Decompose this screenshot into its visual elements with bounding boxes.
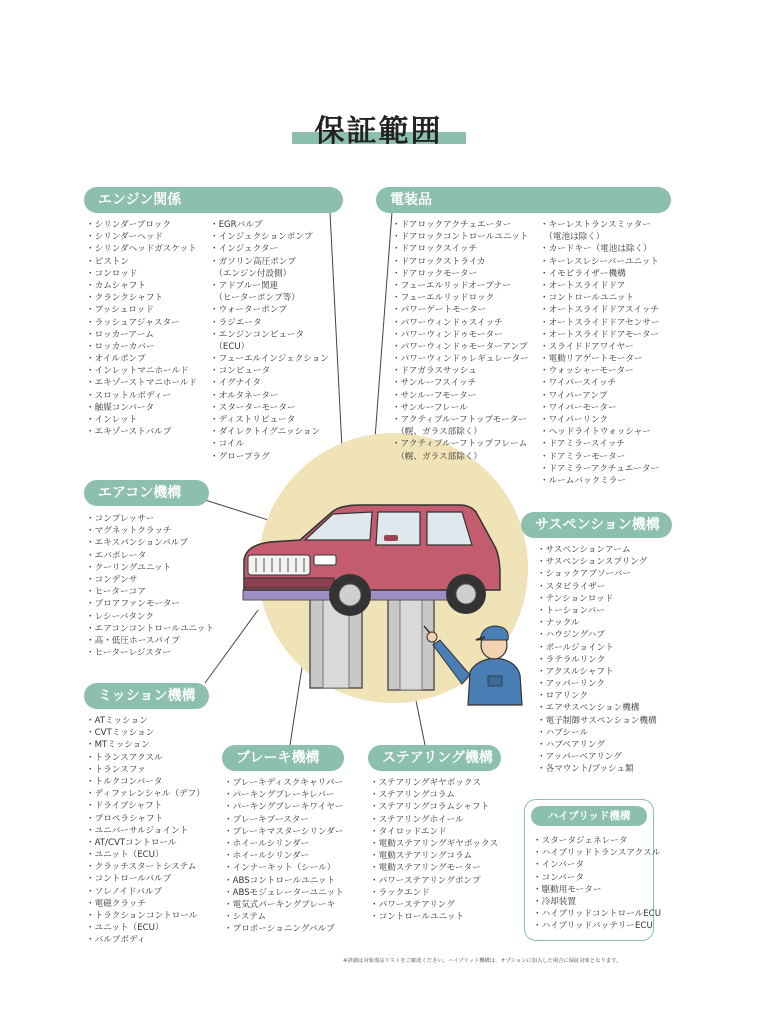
section-engine-header bbox=[84, 187, 343, 213]
list-item: ・ラジエータ bbox=[210, 317, 262, 328]
list-item: ・ナックル bbox=[537, 618, 580, 629]
list-item: ・ウォーターポンプ bbox=[210, 305, 288, 316]
list-item: ・プロポーショニングバルブ bbox=[224, 924, 335, 935]
list-item: ・ドライブシャフト bbox=[86, 801, 163, 812]
list-item: ・サスペンションアーム bbox=[537, 545, 631, 555]
page-title: 保証範囲 bbox=[314, 114, 443, 149]
list-item: ・コンプレッサー bbox=[86, 514, 155, 524]
list-item: ・ガソリン高圧ポンプ bbox=[210, 256, 296, 267]
list-item: ・ヘッドライトウォッシャー bbox=[540, 427, 651, 438]
suspension-list bbox=[537, 544, 657, 776]
list-item: ・オートスライドドアスイッチ bbox=[540, 305, 660, 316]
list-item: ・ハブベアリング bbox=[537, 740, 605, 750]
list-item: ・ブロアファンモーター bbox=[86, 599, 181, 610]
list-item: ・スタータジェネレータ bbox=[533, 836, 628, 846]
list-item: ・クランクシャフト bbox=[86, 293, 164, 304]
list-item: ・アッパーベアリング bbox=[537, 752, 622, 763]
electrical-label: 電装品 bbox=[390, 192, 432, 208]
list-item: ・キーレスレシーバーユニット bbox=[540, 256, 659, 267]
list-item: ・電磁クラッチ bbox=[86, 898, 146, 909]
section-steering-header bbox=[368, 745, 501, 771]
list-item: ・パワーゲートモーター bbox=[392, 305, 487, 316]
list-item: ・シリンダヘッドガスケット bbox=[86, 244, 197, 255]
footnote: ※詳細は対象部品リストをご確認ください。ハイブリッド機構は、オプションに加入した場合に保証対象となります。 bbox=[343, 958, 622, 964]
list-item: ・ワイパーアンプ bbox=[540, 390, 608, 401]
list-item: ・トランスファ bbox=[86, 764, 146, 775]
list-item: ・ハウジングハブ bbox=[537, 630, 605, 641]
list-item: ・高・低圧ホースパイプ bbox=[86, 635, 180, 646]
list-item: ・アクティブルーフトップモーター bbox=[392, 415, 527, 425]
list-item: ・プッシュロッド bbox=[86, 305, 154, 316]
electrical-list-a bbox=[392, 219, 529, 463]
list-item: ・ハイブリッドコントロールECU bbox=[533, 909, 661, 920]
list-item: ・ステアリングコラム bbox=[370, 790, 455, 801]
brake-list bbox=[224, 777, 344, 935]
list-item: （エンジン付設側） bbox=[210, 268, 292, 279]
list-item: ・ドアロックコントロールユニット bbox=[392, 232, 529, 243]
section-hybrid-header bbox=[531, 806, 647, 826]
list-item: ・ディファレンシャル（デフ） bbox=[86, 789, 205, 800]
list-item: ・ドアミラースイッチ bbox=[540, 439, 625, 450]
list-item: ・ラテラルリンク bbox=[537, 654, 606, 665]
list-item: ・バルブボディ bbox=[86, 935, 146, 946]
list-item: （電池は除く） bbox=[540, 232, 605, 243]
list-item: ・ATミッション bbox=[86, 716, 148, 726]
list-item: ・アッパーリンク bbox=[537, 679, 605, 690]
section-suspension-header bbox=[521, 512, 672, 538]
list-item: ・パワーステアリングポンプ bbox=[370, 875, 481, 886]
brake-label: ブレーキ機構 bbox=[236, 750, 320, 766]
list-item: ・サンルーフスイッチ bbox=[392, 378, 477, 389]
list-item: ・ショックアブソーバー bbox=[537, 569, 631, 580]
list-item: ・ステアリングホイール bbox=[370, 814, 464, 825]
section-brake-header bbox=[222, 745, 344, 771]
list-item: ・パーキングブレーキワイヤー bbox=[224, 802, 344, 813]
list-item: ・エアコンコントロールユニット bbox=[86, 623, 214, 634]
list-item: ・電動ステアリングギヤボックス bbox=[370, 838, 499, 849]
list-item: ・ハブシール bbox=[537, 727, 589, 738]
list-item: ・トランスアクスル bbox=[86, 752, 163, 763]
list-item: （ECU） bbox=[210, 341, 250, 352]
list-item: ・ユニット（ECU） bbox=[86, 923, 164, 934]
list-item: ・ABSコントロールユニット bbox=[224, 875, 336, 886]
list-item: （幌、ガラス部除く） bbox=[392, 451, 482, 462]
list-item: ・インナーキット（シール） bbox=[224, 863, 336, 874]
list-item: ・ボールジョイント bbox=[537, 642, 614, 653]
section-mission-header bbox=[84, 683, 209, 709]
list-item: ・エキゾーストバルブ bbox=[86, 427, 172, 438]
list-item: ・ラッシュアジャスター bbox=[86, 317, 180, 328]
list-item: ・トラクションコントロール bbox=[86, 911, 198, 921]
list-item: ・オートスライドドア bbox=[540, 280, 626, 291]
list-item: ・ピストン bbox=[86, 256, 129, 267]
mission-list bbox=[86, 715, 205, 947]
list-item: ・ダイレクトイグニッション bbox=[210, 427, 321, 438]
list-item: ・コントロールユニット bbox=[540, 293, 635, 304]
list-item: ・エンジンコンピュータ bbox=[210, 329, 305, 340]
aircon-list bbox=[86, 513, 214, 659]
list-item: ・パワーウィンドゥモーター bbox=[392, 329, 503, 340]
list-item: ・各マウント/ブッシュ類 bbox=[537, 764, 634, 775]
list-item: ・フューエルリッドロック bbox=[392, 293, 495, 304]
list-item: ・冷却装置 bbox=[533, 896, 576, 907]
list-item: ・パワーステアリング bbox=[370, 899, 455, 910]
list-item: ・インレットマニホールド bbox=[86, 366, 189, 377]
list-item: ・ブレーキマスターシリンダー bbox=[224, 826, 344, 837]
list-item: ・サンルーフモーター bbox=[392, 390, 477, 401]
list-item: ・パワーウィンドゥスイッチ bbox=[392, 317, 503, 328]
list-item: ・ABSモジュレーターユニット bbox=[224, 887, 344, 898]
list-item: ・オートスライドドアセンサー bbox=[540, 317, 660, 328]
list-item: ・ユニバーサルジョイント bbox=[86, 825, 189, 836]
list-item: ・ステアリングギヤボックス bbox=[370, 778, 481, 788]
list-item: ・ステアリングコラムシャフト bbox=[370, 802, 490, 813]
hybrid-list bbox=[533, 835, 661, 933]
electrical-list-b bbox=[540, 219, 660, 487]
list-item: ・コンデンサ bbox=[86, 574, 138, 585]
list-item: ・ドアミラーアクチュエーター bbox=[540, 463, 660, 474]
list-item: ・タイロッドエンド bbox=[370, 826, 447, 837]
list-item: ・スロットルボディー bbox=[86, 390, 172, 401]
engine-list-b bbox=[210, 219, 329, 463]
list-item: ・エアサスペンション機構 bbox=[537, 703, 640, 714]
list-item: ・イモビライザー機構 bbox=[540, 268, 626, 279]
aircon-label: エアコン機構 bbox=[98, 485, 182, 501]
list-item: ・レシーバタンク bbox=[86, 611, 154, 622]
list-item: ・ロアリンク bbox=[537, 691, 589, 702]
list-item: ・ラックエンド bbox=[370, 887, 430, 898]
list-item: ・オートスライドドアモーター bbox=[540, 329, 660, 340]
list-item: ・電子制御サスペンション機構 bbox=[537, 715, 657, 726]
steering-label: ステアリング機構 bbox=[382, 750, 493, 766]
list-item: ・ルームバックミラー bbox=[540, 475, 626, 486]
list-item: ・クラッチスタートシステム bbox=[86, 862, 197, 873]
list-item: ・ドアロックスイッチ bbox=[392, 244, 478, 255]
list-item: ・ブレーキブースター bbox=[224, 814, 309, 825]
list-item: ・フューエルインジェクション bbox=[210, 354, 329, 365]
list-item: ・ハイブリッドトランスアクスル bbox=[533, 848, 661, 859]
list-item: ・ディストリビュータ bbox=[210, 415, 296, 425]
list-item: ・電動リアゲートモーター bbox=[540, 354, 643, 365]
mission-label: ミッション機構 bbox=[98, 688, 196, 704]
list-item: ・マグネットクラッチ bbox=[86, 526, 172, 537]
list-item: ・ドアロックアクチュエーター bbox=[392, 220, 512, 230]
list-item: ・インジェクションポンプ bbox=[210, 232, 313, 243]
list-item: ・コントロールユニット bbox=[370, 912, 465, 923]
list-item: ・CVTミッション bbox=[86, 728, 155, 739]
list-item: ・駆動用モーター bbox=[533, 884, 602, 895]
list-item: ・スターターモーター bbox=[210, 402, 296, 413]
steering-list bbox=[370, 777, 498, 923]
list-item: ・インバータ bbox=[533, 860, 584, 871]
list-item: ・触媒コンバータ bbox=[86, 402, 155, 413]
list-item: ・ロッカーカバー bbox=[86, 341, 155, 352]
list-item: ・ユニット（ECU） bbox=[86, 850, 164, 861]
list-item: ・スライドドアワイヤー bbox=[540, 341, 634, 352]
section-aircon-header bbox=[84, 480, 209, 506]
list-item: ・コントロールバルブ bbox=[86, 874, 172, 885]
list-item: ・AT/CVTコントロール bbox=[86, 837, 177, 848]
list-item: ・クーリングユニット bbox=[86, 562, 172, 573]
list-item: ・電動ステアリングモーター bbox=[370, 863, 481, 874]
list-item: ・ハイブリッドバッテリーECU bbox=[533, 921, 653, 932]
list-item: ・アドブルー関連 bbox=[210, 280, 279, 291]
list-item: ・MTミッション bbox=[86, 740, 150, 751]
list-item: ・パーキングブレーキレバー bbox=[224, 790, 335, 801]
list-item: ・ウォッシャーモーター bbox=[540, 366, 634, 377]
list-item: ・コンロッド bbox=[86, 268, 138, 279]
list-item: ・トルクコンバータ bbox=[86, 776, 163, 787]
list-item: ・ワイパースイッチ bbox=[540, 378, 617, 389]
list-item: ・カードキー（電池は除く） bbox=[540, 244, 652, 255]
list-item: ・イグナイタ bbox=[210, 378, 261, 389]
list-item: ・アクスルシャフト bbox=[537, 666, 614, 677]
list-item: ・ワイパーリンク bbox=[540, 415, 609, 425]
list-item: ・電気式パーキングブレーキ bbox=[224, 899, 336, 910]
list-item: ・アクティブルーフトップフレーム bbox=[392, 439, 528, 450]
list-item: ・スタビライザー bbox=[537, 581, 606, 592]
list-item: ・インレット bbox=[86, 415, 138, 425]
list-item: ・サスペンションスプリング bbox=[537, 557, 648, 568]
list-item: （ヒーターポンプ等） bbox=[210, 293, 300, 304]
list-item: ・エキゾーストマニホールド bbox=[86, 378, 198, 389]
list-item: ・コイル bbox=[210, 439, 245, 450]
list-item: ・ヒーターコア bbox=[86, 587, 146, 598]
list-item: ・システム bbox=[224, 912, 267, 923]
list-item: ・インジェクター bbox=[210, 244, 279, 255]
list-item: ・パワーウィンドゥレギュレーター bbox=[392, 354, 529, 365]
list-item: ・シリンダーヘッド bbox=[86, 232, 164, 243]
list-item: ・ロッカーアーム bbox=[86, 329, 154, 340]
list-item: ・キーレストランスミッター bbox=[540, 220, 651, 230]
list-item: ・ヒーターレジスター bbox=[86, 648, 171, 659]
engine-label: エンジン関係 bbox=[98, 192, 182, 208]
list-item: ・ワイパーモーター bbox=[540, 402, 617, 413]
suspension-label: サスペンション機構 bbox=[535, 517, 660, 533]
list-item: ・ブレーキディスクキャリパー bbox=[224, 778, 344, 788]
engine-list-a bbox=[86, 219, 197, 438]
list-item: ・コンピュータ bbox=[210, 366, 271, 377]
section-electrical-header bbox=[376, 187, 671, 213]
list-item: （幌、ガラス部除く） bbox=[392, 427, 482, 438]
list-item: ・シリンダーブロック bbox=[86, 220, 171, 230]
list-item: ・EGRバルブ bbox=[210, 220, 263, 230]
list-item: ・プロペラシャフト bbox=[86, 813, 164, 824]
list-item: ・ドアロックストライカ bbox=[392, 256, 486, 267]
list-item: ・フューエルリッドオープナー bbox=[392, 280, 511, 291]
list-item: ・ソレノイドバルブ bbox=[86, 886, 163, 897]
list-item: ・コンバータ bbox=[533, 872, 584, 883]
list-item: ・ホイールシリンダー bbox=[224, 851, 310, 862]
list-item: ・オイルポンプ bbox=[86, 354, 146, 365]
list-item: ・ホイールシリンダー bbox=[224, 838, 310, 849]
list-item: ・パワーウィンドゥモーターアンプ bbox=[392, 341, 528, 352]
list-item: ・オルタネーター bbox=[210, 390, 279, 401]
list-item: ・サンルーフレール bbox=[392, 402, 468, 413]
list-item: ・カムシャフト bbox=[86, 280, 146, 291]
list-item: ・トーションバー bbox=[537, 605, 605, 616]
list-item: ・テンションロッド bbox=[537, 593, 614, 604]
list-item: ・グロープラグ bbox=[210, 451, 270, 462]
list-item: ・エキスパンションバルブ bbox=[86, 538, 188, 549]
list-item: ・ドアロックモーター bbox=[392, 268, 478, 279]
list-item: ・エバポレータ bbox=[86, 550, 147, 561]
hybrid-label: ハイブリッド機構 bbox=[547, 810, 631, 822]
list-item: ・ドアガラスサッシュ bbox=[392, 366, 477, 377]
list-item: ・ドアミラーモーター bbox=[540, 451, 626, 462]
list-item: ・電動ステアリングコラム bbox=[370, 851, 473, 862]
